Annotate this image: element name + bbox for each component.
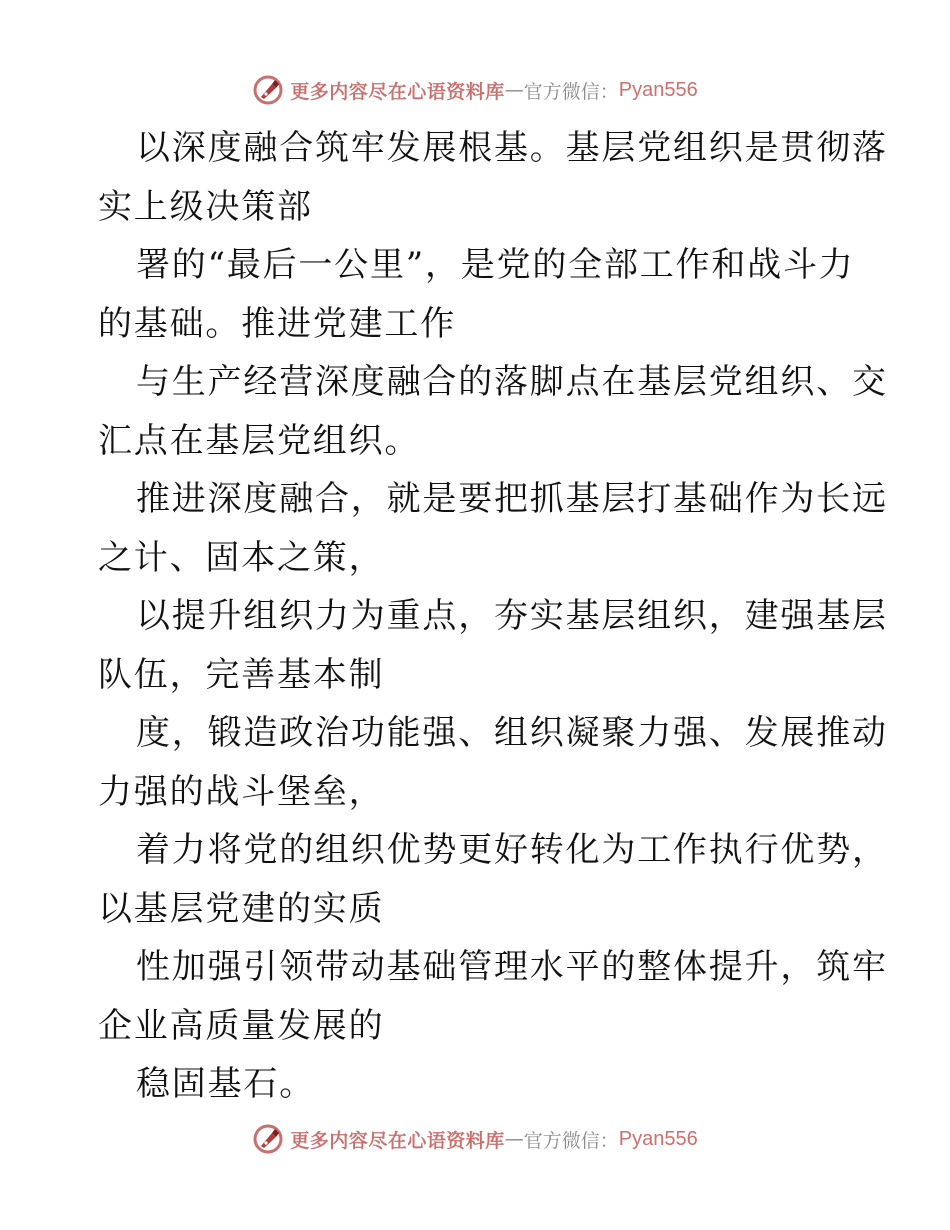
footer-banner — [0, 1117, 950, 1161]
body-line: 署的“最后一公里”，是党的全部工作和战斗力 — [136, 245, 855, 285]
body-line: 实上级决策部 — [98, 186, 313, 227]
footer-site-text: 更多内容尽在心语资料库 — [290, 1129, 505, 1152]
pen-nib-circle-icon — [252, 1123, 284, 1155]
header-dash: — — [504, 79, 524, 101]
body-line: 以基层党建的实质 — [98, 888, 385, 929]
body-line: 以深度融合筑牢发展根基。基层党组织是贯彻落 — [136, 128, 888, 168]
body-line: 的基础。推进党建工作 — [98, 303, 456, 344]
footer-wechat-label: 官方微信： — [523, 1129, 619, 1152]
header-banner — [0, 68, 950, 112]
body-line: 力强的战斗堡垒， — [98, 771, 385, 812]
body-line: 稳固基石。 — [136, 1064, 315, 1104]
body-line: 与生产经营深度融合的落脚点在基层党组织、交 — [136, 362, 888, 402]
document-body — [98, 119, 888, 1114]
body-line: 之计、固本之策， — [98, 537, 385, 578]
header-wechat-label: 官方微信： — [523, 80, 619, 103]
body-line: 着力将党的组织优势更好转化为工作执行优势， — [136, 830, 888, 870]
body-line: 汇点在基层党组织。 — [98, 420, 421, 461]
body-line: 队伍，完善基本制 — [98, 654, 385, 695]
body-line: 推进深度融合，就是要把抓基层打基础作为长远 — [136, 479, 888, 519]
body-line: 企业高质量发展的 — [98, 1005, 385, 1046]
header-site-text: 更多内容尽在心语资料库 — [290, 80, 505, 103]
footer-dash: — — [504, 1128, 524, 1150]
footer-wechat-id: Pyan556 — [618, 1127, 698, 1150]
body-line: 性加强引领带动基础管理水平的整体提升，筑牢 — [136, 947, 888, 987]
header-wechat-id: Pyan556 — [618, 78, 698, 101]
pen-nib-circle-icon — [252, 74, 284, 106]
body-line: 度，锻造政治功能强、组织凝聚力强、发展推动 — [136, 713, 888, 753]
body-line: 以提升组织力为重点，夯实基层组织，建强基层 — [136, 596, 888, 636]
